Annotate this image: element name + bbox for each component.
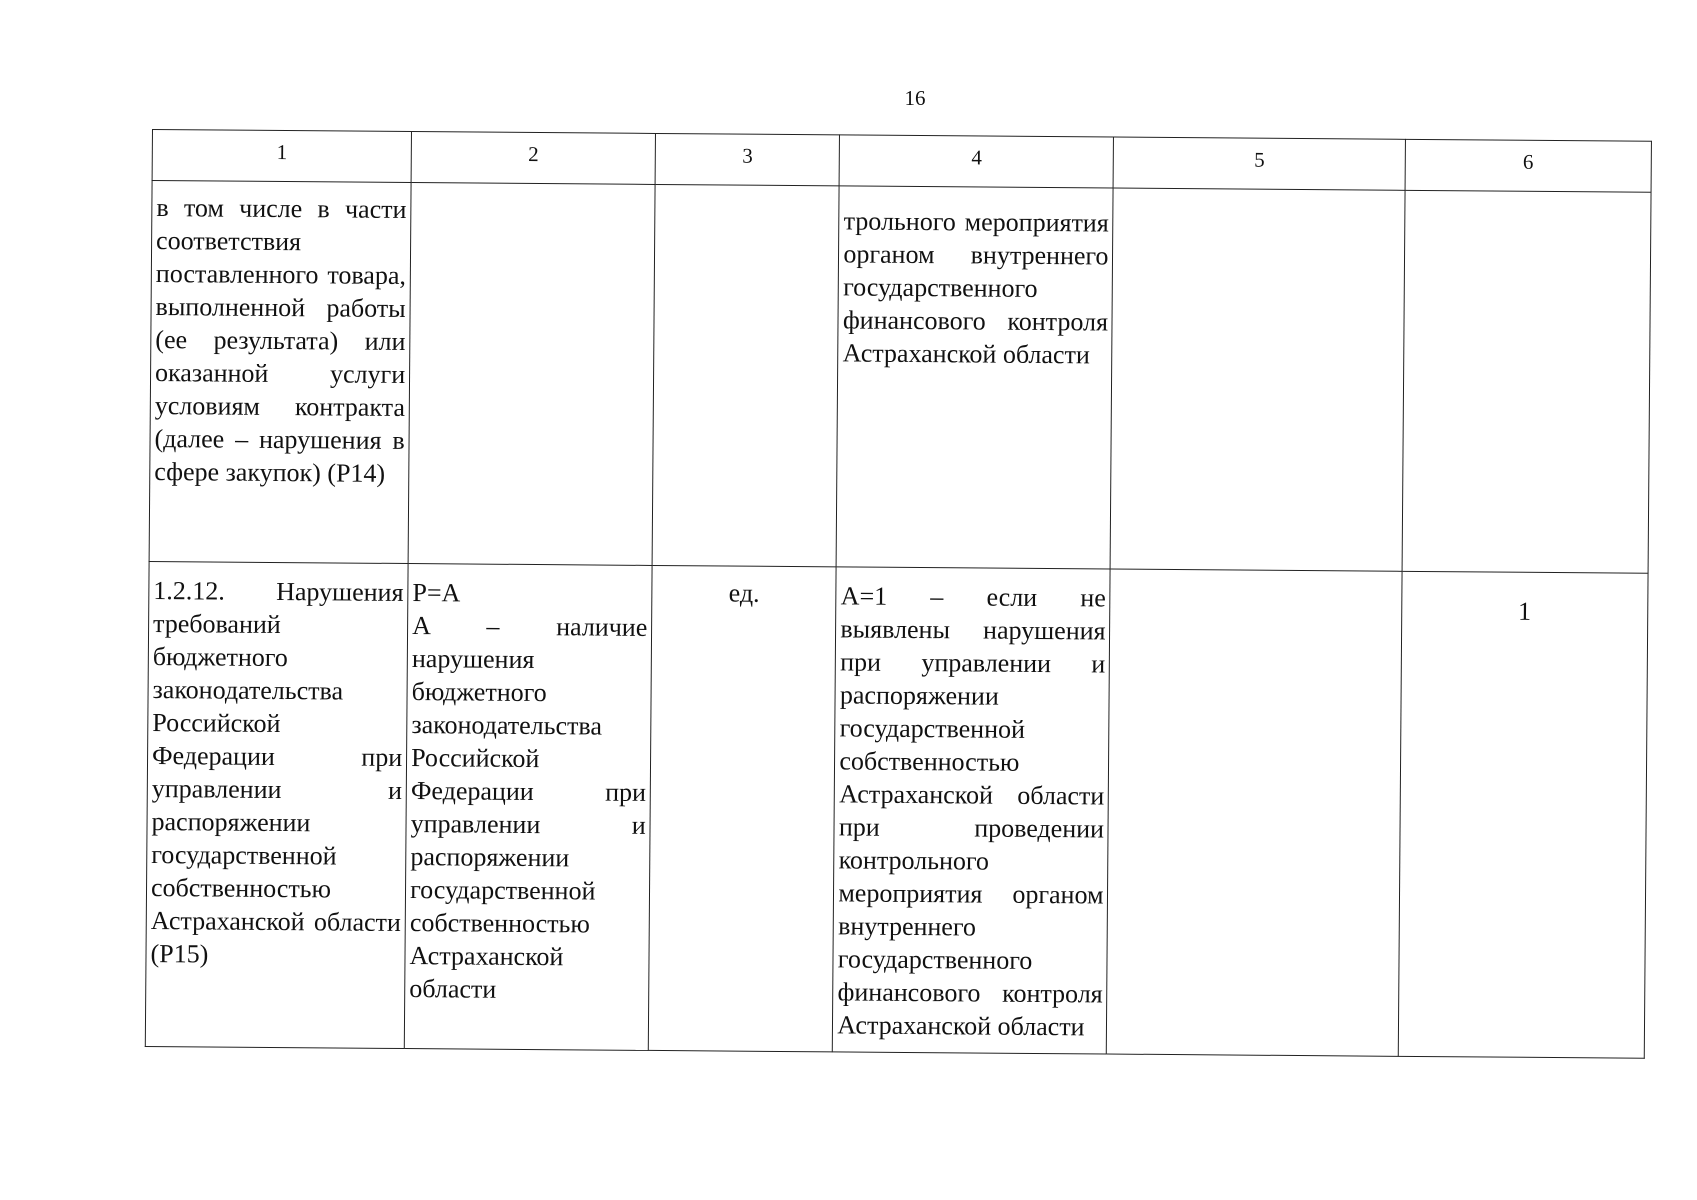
criteria-cell: трольного мероприятия органом внутреннего государственного финансового контроля Астраханской области — [836, 186, 1113, 569]
column-header: 3 — [655, 133, 840, 185]
criteria-cell: A=1 – если не выявлены нарушения при управлении и распоряжении государственной собственностью Астраханской области при проведении контрольного мероприятия органом внутреннего государственного финансового контроля Астраханской области — [833, 567, 1111, 1054]
table-row — [145, 561, 1648, 1058]
column-header: 4 — [839, 135, 1113, 188]
indicator-name-cell: в том числе в части соответствия поставленного товара, выполненной работы (ее результата) или оказанной услуги условиям контракта (далее – нарушения в сфере закупок) (P14) — [149, 181, 411, 564]
column-header: 2 — [411, 132, 656, 185]
column-5-cell — [1111, 188, 1405, 571]
table-row — [149, 181, 1651, 574]
column-header: 6 — [1405, 139, 1652, 192]
formula-cell — [408, 183, 655, 566]
indicator-name-cell: 1.2.12. Нарушения требований бюджетного законодательства Российской Федерации при управлении и распоряжении государственной собственностью Астраханской области (P15) — [145, 561, 408, 1048]
unit-cell — [652, 184, 839, 566]
formula-expression: P=A — [412, 578, 461, 608]
column-header: 5 — [1114, 137, 1406, 190]
column-5-cell — [1107, 569, 1402, 1056]
column-header: 1 — [152, 130, 412, 183]
page-number: 16 — [904, 86, 926, 110]
column-6-cell — [1402, 190, 1651, 573]
column-6-cell: 1 — [1398, 571, 1648, 1058]
formula-description: A – наличие нарушения бюджетного законодательства Российской Федерации при управлении и распоряжении государственной собственностью Астраханской области — [409, 611, 648, 1004]
unit-cell: ед. — [648, 565, 836, 1051]
formula-cell — [404, 564, 652, 1051]
indicator-table — [145, 129, 1652, 1059]
indicator-table-container — [145, 129, 1652, 1059]
